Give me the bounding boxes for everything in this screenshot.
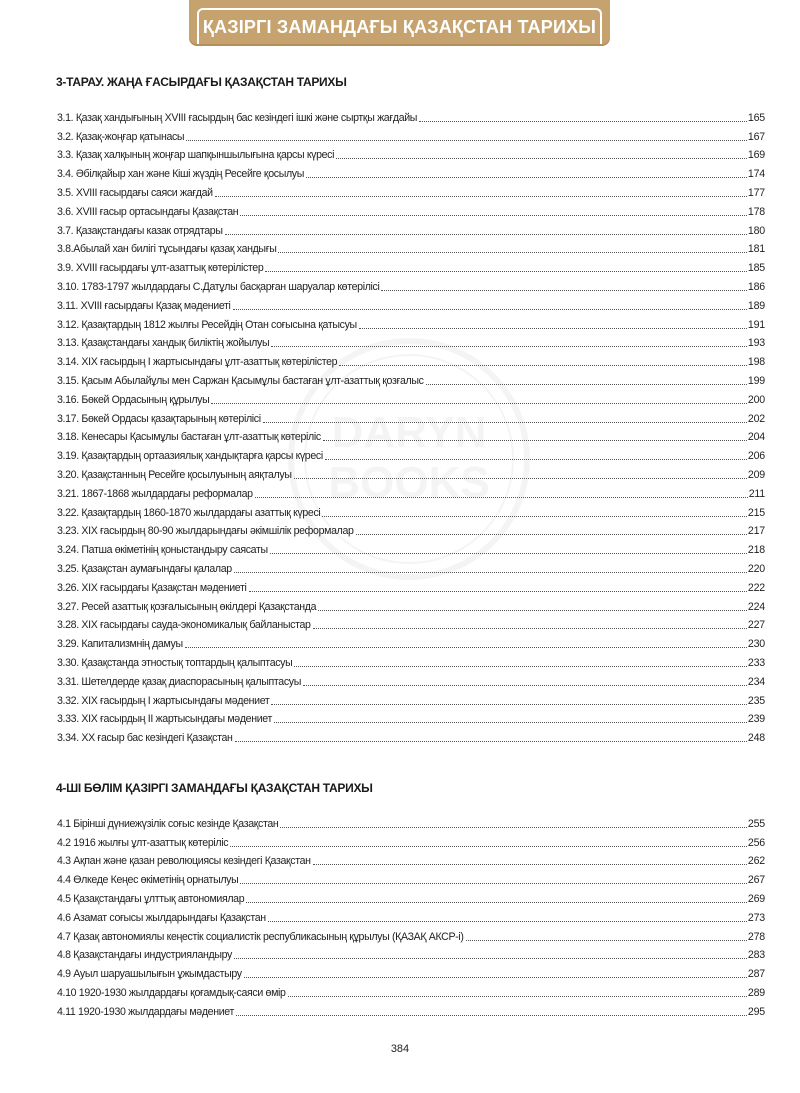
toc-leader-dots xyxy=(268,921,747,922)
toc-entry-page: 178 xyxy=(747,205,765,218)
toc-entry-title: 3.31. Шетелдерде қазақ диаспорасының қалыптасуы xyxy=(57,675,301,688)
toc-entry xyxy=(57,144,765,163)
toc-entry-page: 234 xyxy=(747,675,765,688)
toc-entry xyxy=(57,708,765,727)
toc-entry-title: 3.25. Қазақстан аумағындағы қалалар xyxy=(57,562,232,575)
toc-entry-title: 3.19. Қазақтардың ортаазиялық хандықтарға қарсы күресі xyxy=(57,450,323,463)
toc-entry-page: 181 xyxy=(747,243,765,256)
toc-list-chapter-3 xyxy=(57,106,765,745)
toc-entry-title: 3.33. XIX ғасырдың II жартысындағы мәдениет xyxy=(57,713,272,726)
toc-leader-dots xyxy=(235,741,747,742)
toc-entry-page: 189 xyxy=(747,299,765,312)
toc-entry xyxy=(57,1000,765,1019)
toc-entry xyxy=(57,726,765,745)
toc-entry-page: 289 xyxy=(747,986,765,999)
toc-entry xyxy=(57,369,765,388)
toc-leader-dots xyxy=(356,534,747,535)
toc-leader-dots xyxy=(294,478,747,479)
toc-leader-dots xyxy=(265,271,747,272)
toc-leader-dots xyxy=(249,591,747,592)
toc-entry-page: 255 xyxy=(747,817,765,830)
toc-entry xyxy=(57,689,765,708)
toc-entry-page: 202 xyxy=(747,412,765,425)
toc-leader-dots xyxy=(244,977,747,978)
toc-entry xyxy=(57,463,765,482)
toc-entry-title: 4.2 1916 жылғы ұлт-азаттық көтеріліс xyxy=(57,836,229,849)
toc-leader-dots xyxy=(225,234,747,235)
toc-entry-page: 206 xyxy=(747,450,765,463)
toc-leader-dots xyxy=(280,827,747,828)
toc-entry xyxy=(57,925,765,944)
toc-entry xyxy=(57,238,765,257)
toc-entry-title: 4.8 Қазақстандағы индустрияландыру xyxy=(57,949,232,962)
toc-leader-dots xyxy=(234,958,747,959)
toc-entry-page: 222 xyxy=(747,581,765,594)
toc-entry xyxy=(57,868,765,887)
toc-entry-title: 3.22. Қазақтардың 1860-1870 жылдардағы азаттық күресі xyxy=(57,506,321,519)
toc-entry-page: 209 xyxy=(747,468,765,481)
toc-entry-page: 262 xyxy=(747,855,765,868)
toc-leader-dots xyxy=(466,940,747,941)
toc-leader-dots xyxy=(271,704,747,705)
toc-leader-dots xyxy=(246,902,747,903)
toc-entry-title: 4.9 Ауыл шаруашылығын ұжымдастыру xyxy=(57,968,242,981)
toc-entry xyxy=(57,831,765,850)
toc-entry-page: 200 xyxy=(747,393,765,406)
toc-list-part-4 xyxy=(57,812,765,1019)
toc-entry-page: 248 xyxy=(747,732,765,745)
toc-leader-dots xyxy=(240,883,747,884)
toc-entry-title: 3.4. Әбілқайыр хан және Кіші жүздің Ресейге қосылуы xyxy=(57,168,305,181)
toc-leader-dots xyxy=(288,996,747,997)
toc-entry-page: 174 xyxy=(747,168,765,181)
toc-entry-page: 227 xyxy=(747,619,765,632)
toc-entry xyxy=(57,850,765,869)
toc-entry-title: 3.21. 1867-1868 жылдардағы реформалар xyxy=(57,487,253,500)
toc-leader-dots xyxy=(303,685,747,686)
toc-entry-page: 186 xyxy=(747,280,765,293)
section-heading-chapter-3: 3-ТАРАУ. ЖАҢА ҒАСЫРДАҒЫ ҚАЗАҚСТАН ТАРИХЫ xyxy=(56,75,347,89)
toc-entry xyxy=(57,313,765,332)
toc-leader-dots xyxy=(294,666,747,667)
toc-entry-title: 3.11. XVIII ғасырдағы Қазақ мәдениеті xyxy=(57,299,231,312)
toc-entry xyxy=(57,106,765,125)
toc-leader-dots xyxy=(325,459,747,460)
toc-entry-title: 3.6. XVIII ғасыр ортасындағы Қазақстан xyxy=(57,205,239,218)
toc-entry-title: 3.29. Капитализмнің дамуы xyxy=(57,638,183,651)
toc-entry-title: 3.28. XIX ғасырдағы сауда-экономикалық байланыстар xyxy=(57,619,311,632)
toc-entry-title: 3.13. Қазақстандағы хандық биліктің жойылуы xyxy=(57,337,270,350)
toc-entry xyxy=(57,962,765,981)
toc-leader-dots xyxy=(271,346,747,347)
section-heading-part-4: 4-ШІ БӨЛІМ ҚАЗІРГІ ЗАМАНДАҒЫ ҚАЗАҚСТАН ТАРИХЫ xyxy=(56,781,373,795)
toc-entry-title: 3.17. Бөкей Ордасы қазақтарының көтерілісі xyxy=(57,412,261,425)
toc-leader-dots xyxy=(270,553,747,554)
toc-entry-page: 267 xyxy=(747,874,765,887)
toc-entry-page: 180 xyxy=(747,224,765,237)
toc-entry-page: 273 xyxy=(747,911,765,924)
toc-entry-page: 199 xyxy=(747,374,765,387)
toc-leader-dots xyxy=(359,328,747,329)
toc-leader-dots xyxy=(211,403,747,404)
toc-leader-dots xyxy=(318,610,747,611)
toc-leader-dots xyxy=(215,196,747,197)
toc-entry-title: 3.34. XX ғасыр бас кезіндегі Қазақстан xyxy=(57,732,233,745)
toc-entry-title: 4.1 Бірінші дүниежүзілік соғыс кезінде Қазақстан xyxy=(57,817,279,830)
toc-leader-dots xyxy=(419,121,747,122)
toc-leader-dots xyxy=(255,497,748,498)
toc-leader-dots xyxy=(186,140,747,141)
toc-entry-page: 278 xyxy=(747,930,765,943)
toc-entry-page: 217 xyxy=(747,525,765,538)
toc-entry-title: 3.20. Қазақстанның Ресейге қосылуының аяқталуы xyxy=(57,468,292,481)
toc-entry-page: 218 xyxy=(747,544,765,557)
toc-entry-page: 215 xyxy=(747,506,765,519)
toc-entry-page: 235 xyxy=(747,694,765,707)
toc-entry xyxy=(57,444,765,463)
toc-entry-title: 3.23. XIX ғасырдың 80-90 жылдарындағы әкімшілік реформалар xyxy=(57,525,354,538)
toc-leader-dots xyxy=(234,572,747,573)
page-header-title: ҚАЗІРГІ ЗАМАНДАҒЫ ҚАЗАҚСТАН ТАРИХЫ xyxy=(202,16,597,37)
toc-entry-page: 191 xyxy=(747,318,765,331)
toc-entry-title: 3.14. XIX ғасырдың I жартысындағы ұлт-азаттық көтерілістер xyxy=(57,356,338,369)
header-band xyxy=(189,0,610,44)
toc-entry xyxy=(57,812,765,831)
toc-entry-title: 3.2. Қазақ-жоңғар қатынасы xyxy=(57,130,185,143)
toc-entry xyxy=(57,350,765,369)
toc-leader-dots xyxy=(263,422,747,423)
watermark-text-line1: DARYN xyxy=(331,408,487,457)
toc-entry-title: 3.27. Ресей азаттық қозғалысының өкілдері Қазақстанда xyxy=(57,600,317,613)
toc-leader-dots xyxy=(322,516,747,517)
toc-entry xyxy=(57,501,765,520)
toc-entry-title: 4.6 Азамат соғысы жылдарындағы Қазақстан xyxy=(57,911,266,924)
toc-entry xyxy=(57,651,765,670)
toc-entry-title: 3.30. Қазақстанда этностық топтардың қалыптасуы xyxy=(57,656,293,669)
toc-leader-dots xyxy=(230,846,747,847)
toc-entry-page: 287 xyxy=(747,968,765,981)
toc-entry xyxy=(57,576,765,595)
toc-entry-page: 193 xyxy=(747,337,765,350)
toc-leader-dots xyxy=(426,384,747,385)
toc-entry-page: 177 xyxy=(747,186,765,199)
toc-leader-dots xyxy=(306,177,747,178)
toc-entry-page: 198 xyxy=(747,356,765,369)
toc-entry-title: 3.32. XIX ғасырдың I жартысындағы мәдениет xyxy=(57,694,270,707)
toc-entry-page: 295 xyxy=(747,1005,765,1018)
toc-entry xyxy=(57,557,765,576)
toc-entry-title: 3.16. Бөкей Ордасының құрылуы xyxy=(57,393,210,406)
toc-entry xyxy=(57,219,765,238)
toc-entry xyxy=(57,538,765,557)
toc-entry-page: 269 xyxy=(747,892,765,905)
toc-entry-page: 230 xyxy=(747,638,765,651)
header-frame xyxy=(197,8,602,44)
toc-leader-dots xyxy=(233,309,747,310)
toc-entry-page: 239 xyxy=(747,713,765,726)
toc-entry-page: 220 xyxy=(747,562,765,575)
toc-entry xyxy=(57,981,765,1000)
toc-entry-page: 165 xyxy=(747,111,765,124)
toc-entry-page: 283 xyxy=(747,949,765,962)
toc-entry-page: 185 xyxy=(747,262,765,275)
toc-entry xyxy=(57,275,765,294)
toc-leader-dots xyxy=(278,252,746,253)
toc-entry-page: 204 xyxy=(747,431,765,444)
toc-entry-title: 3.26. XIX ғасырдағы Қазақстан мәдениеті xyxy=(57,581,247,594)
toc-entry-title: 3.8.Абылай хан билігі тұсындағы қазақ хандығы xyxy=(57,243,277,256)
toc-entry-title: 4.4 Өлкеде Кеңес өкіметінің орнатылуы xyxy=(57,874,239,887)
toc-leader-dots xyxy=(339,365,747,366)
toc-entry-title: 4.7 Қазақ автономиялы кеңестік социалистік республикасының құрылуы (ҚАЗАҚ АКСР-і) xyxy=(57,930,464,943)
toc-entry xyxy=(57,332,765,351)
toc-entry-page: 169 xyxy=(747,149,765,162)
toc-entry xyxy=(57,388,765,407)
toc-entry-title: 4.3 Ақпан және қазан революциясы кезіндегі Қазақстан xyxy=(57,855,311,868)
toc-entry-page: 167 xyxy=(747,130,765,143)
toc-entry xyxy=(57,632,765,651)
toc-entry xyxy=(57,426,765,445)
toc-leader-dots xyxy=(236,1015,747,1016)
toc-entry-page: 233 xyxy=(747,656,765,669)
toc-entry xyxy=(57,670,765,689)
toc-entry-title: 3.24. Патша өкіметінің қоныстандыру саясаты xyxy=(57,544,268,557)
toc-entry-title: 4.10 1920-1930 жылдардағы қоғамдық-саяси өмір xyxy=(57,986,286,999)
toc-entry xyxy=(57,181,765,200)
toc-leader-dots xyxy=(313,864,747,865)
toc-leader-dots xyxy=(381,290,746,291)
toc-leader-dots xyxy=(323,440,747,441)
toc-entry-page: 256 xyxy=(747,836,765,849)
toc-entry-title: 4.5 Қазақстандағы ұлттық автономиялар xyxy=(57,892,245,905)
toc-entry xyxy=(57,906,765,925)
toc-entry xyxy=(57,125,765,144)
toc-entry-title: 3.15. Қасым Абылайұлы мен Саржан Қасымұлы бастаған ұлт-азаттық қозғалыс xyxy=(57,374,424,387)
toc-leader-dots xyxy=(336,158,747,159)
toc-leader-dots xyxy=(240,215,747,216)
toc-entry xyxy=(57,944,765,963)
toc-entry xyxy=(57,595,765,614)
watermark-text-line2: BOOKS xyxy=(328,458,490,507)
toc-entry-page: 224 xyxy=(747,600,765,613)
toc-entry xyxy=(57,887,765,906)
toc-entry-title: 4.11 1920-1930 жылдардағы мәдениет xyxy=(57,1005,234,1018)
page-number: 384 xyxy=(390,1043,410,1055)
toc-entry-title: 3.10. 1783-1797 жылдардағы С.Датұлы басқарған шаруалар көтерілісі xyxy=(57,280,380,293)
toc-entry xyxy=(57,256,765,275)
toc-entry-title: 3.12. Қазақтардың 1812 жылғы Ресейдің Отан соғысына қатысуы xyxy=(57,318,357,331)
toc-entry xyxy=(57,407,765,426)
toc-entry-title: 3.7. Қазақстандағы казак отрядтары xyxy=(57,224,223,237)
toc-entry xyxy=(57,200,765,219)
toc-leader-dots xyxy=(274,722,747,723)
toc-entry-page: 211 xyxy=(748,487,765,500)
toc-entry-title: 3.9. XVIII ғасырдағы ұлт-азаттық көтерілістер xyxy=(57,262,264,275)
toc-entry xyxy=(57,520,765,539)
toc-entry xyxy=(57,162,765,181)
toc-leader-dots xyxy=(185,647,747,648)
toc-entry-title: 3.5. XVIII ғасырдағы саяси жағдай xyxy=(57,186,213,199)
toc-entry xyxy=(57,482,765,501)
toc-entry xyxy=(57,614,765,633)
toc-entry-title: 3.1. Қазақ хандығының XVIII ғасырдың бас кезіндегі ішкі және сыртқы жағдайы xyxy=(57,111,418,124)
toc-entry-title: 3.18. Кенесары Қасымұлы бастаған ұлт-азаттық көтеріліс xyxy=(57,431,321,444)
toc-leader-dots xyxy=(313,628,747,629)
toc-entry xyxy=(57,294,765,313)
toc-entry-title: 3.3. Қазақ халқының жоңғар шапқыншылығына қарсы күресі xyxy=(57,149,335,162)
